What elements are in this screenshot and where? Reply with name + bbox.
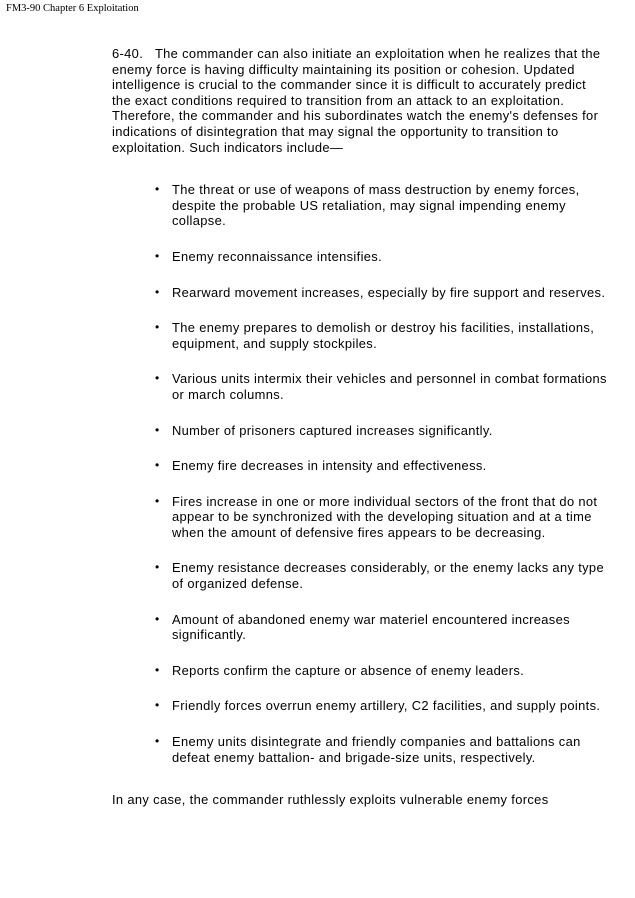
- list-item: [112, 320, 607, 351]
- list-item-text: The enemy prepares to demolish or destroy his facilities, installations, equipment, and supply stockpiles.: [172, 320, 595, 351]
- bullet-icon: •: [155, 493, 160, 508]
- list-item: [112, 458, 607, 474]
- list-item-text: The threat or use of weapons of mass destruction by enemy forces, despite the probable US retaliation, may signal impending enemy collapse.: [172, 182, 580, 229]
- list-item-text: Amount of abandoned enemy war materiel encountered increases significantly.: [172, 611, 570, 643]
- list-item-text: Enemy reconnaissance intensifies.: [172, 248, 383, 264]
- list-item: [112, 494, 607, 541]
- list-item-text: Rearward movement increases, especially by fire support and reserves.: [172, 284, 606, 300]
- list-item: [112, 249, 607, 265]
- running-header: FM3-90 Chapter 6 Exploitation: [6, 3, 139, 14]
- bullet-icon: •: [155, 320, 160, 335]
- list-item: [112, 285, 607, 301]
- intro-text: The commander can also initiate an exploitation when he realizes that the enemy force is having difficulty maintaining its position or cohesion. Updated intelligence is crucial to the commander since it is difficult to accurately predict the exact conditions required to transition from an attack to an exploitation. Therefore, the commander and his subordinates watch the enemy's defenses for indications of disintegration that may signal the opportunity to transition to exploitation. Such indicators include—: [112, 46, 601, 155]
- closing-paragraph: In any case, the commander ruthlessly exploits vulnerable enemy forces: [112, 792, 549, 808]
- bullet-icon: •: [155, 698, 160, 713]
- bullet-icon: •: [155, 422, 160, 437]
- bullet-icon: •: [155, 458, 160, 473]
- list-item: [112, 182, 607, 229]
- list-item-text: Reports confirm the capture or absence of enemy leaders.: [172, 662, 525, 678]
- bullet-icon: •: [155, 560, 160, 575]
- list-item: [112, 612, 607, 643]
- list-item-text: Various units intermix their vehicles and personnel in combat formations or march columns.: [172, 371, 607, 402]
- document-body: [112, 46, 607, 808]
- list-item: [112, 423, 607, 439]
- bullet-icon: •: [155, 284, 160, 299]
- list-item: [112, 698, 607, 714]
- bullet-icon: •: [155, 734, 160, 749]
- list-item: [112, 560, 607, 591]
- list-item: [112, 734, 607, 765]
- bullet-icon: •: [155, 182, 160, 197]
- indicator-list: [112, 182, 607, 765]
- bullet-icon: •: [155, 611, 160, 626]
- paragraph-number: 6-40.: [112, 46, 144, 61]
- list-item: [112, 663, 607, 679]
- list-item-text: Number of prisoners captured increases significantly.: [172, 422, 493, 438]
- bullet-icon: •: [155, 248, 160, 263]
- bullet-icon: •: [155, 371, 160, 386]
- list-item-text: Enemy units disintegrate and friendly companies and battalions can defeat enemy battalion- and brigade-size units, respectively.: [172, 734, 581, 765]
- list-item-text: Enemy resistance decreases considerably, or the enemy lacks any type of organized defense.: [172, 560, 604, 592]
- list-item-text: Fires increase in one or more individual sectors of the front that do not appear to be synchronized with the developing situation and at a time when the amount of defensive fires appears to be decreasing.: [172, 493, 598, 540]
- bullet-icon: •: [155, 662, 160, 677]
- list-item: [112, 371, 607, 402]
- list-item-text: Enemy fire decreases in intensity and effectiveness.: [172, 458, 487, 474]
- list-item-text: Friendly forces overrun enemy artillery, C2 facilities, and supply points.: [172, 698, 601, 714]
- intro-paragraph: [112, 46, 607, 155]
